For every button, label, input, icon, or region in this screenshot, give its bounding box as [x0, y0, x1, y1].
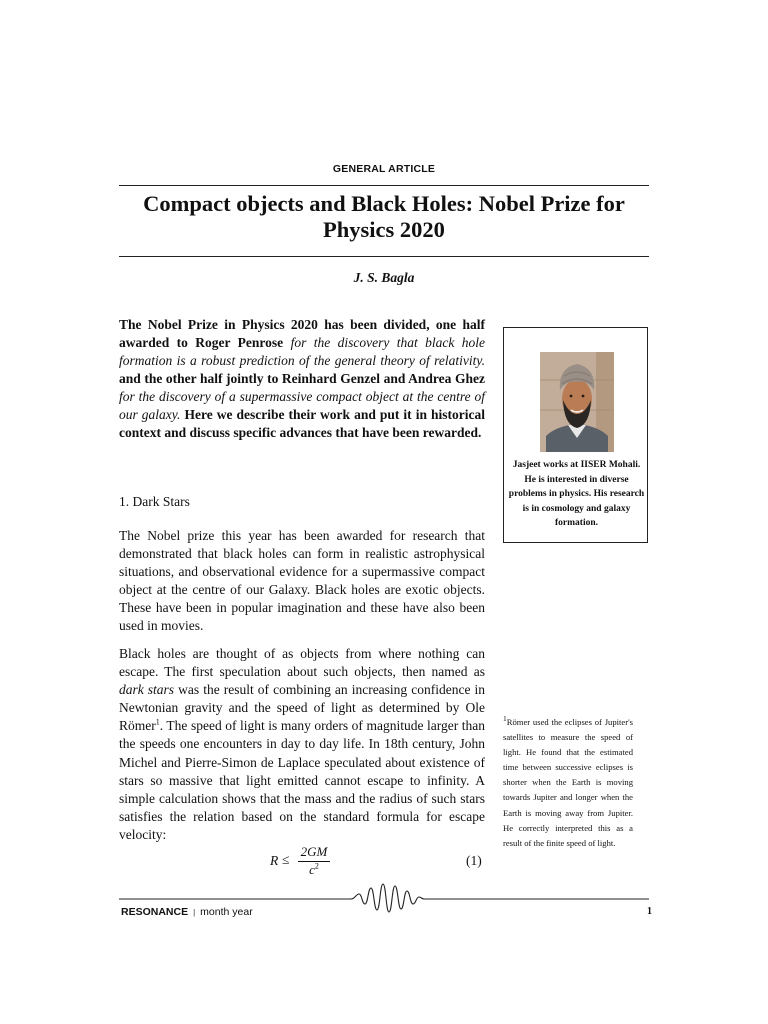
- abstract: [119, 316, 485, 442]
- author-name: J. S. Bagla: [353, 270, 415, 285]
- section-heading: 1. Dark Stars: [119, 494, 190, 509]
- title-bottom-rule: [119, 256, 649, 257]
- journal-name: RESONANCE: [121, 906, 189, 918]
- equation-number: (1): [466, 853, 482, 868]
- abstract-part-3: and the other half jointly to Reinhard Genzel and Andrea Ghez: [119, 371, 485, 386]
- footnote-reference[interactable]: 1: [155, 717, 160, 727]
- equation-lhs: R: [270, 853, 279, 868]
- body-paragraph-2-text-c: . The speed of light is many orders of magnitude larger than the speeds one encounters in day to day life. In 18th century, John Michel and Pierre-Simon de Laplace speculated about existence of stars so massive that light emitted cannot escape to infinity. A simple calculation shows that the mass and the radius of such stars satisfies the relation based on the standard formula for escape velocity:: [119, 718, 485, 842]
- equation-denominator-base: c: [309, 862, 315, 877]
- equation-fraction: [298, 845, 330, 877]
- author-portrait-image: [540, 352, 614, 452]
- author-photo: [540, 352, 614, 452]
- escape-velocity-equation: [270, 845, 334, 879]
- footer-separator: |: [193, 908, 196, 917]
- footnote-mark: 1: [503, 714, 507, 724]
- body-paragraph-1: The Nobel prize this year has been awarded for research that demonstrated that black holes can form in realistic astrophysical situations, and observational evidence for a supermassive compact object at the centre of our Galaxy. Black holes are exotic objects. These have been in popular imagination and these have also been used in movies.: [119, 528, 485, 634]
- page-number: 1: [647, 906, 652, 917]
- equation-denominator-exponent: 2: [314, 861, 319, 871]
- footnote-text: Römer used the eclipses of Jupiter's satellites to measure the speed of light. He found that the estimated time between successive eclipses is shorter when the Earth is moving towards Jupiter and longer when the Earth is moving away from Jupiter. He correctly interpreted this as a result of the finite speed of light.: [503, 717, 633, 848]
- section-label: GENERAL ARTICLE: [332, 163, 436, 175]
- journal-issue: month year: [200, 906, 253, 918]
- abstract-part-1: The Nobel Prize in Physics 2020 has been divided, one half awarded to Roger Penrose: [119, 317, 485, 350]
- abstract-part-2: for the discovery that black hole formation is a robust prediction of the general theory of relativity.: [119, 335, 486, 368]
- body-paragraph-2: [119, 645, 485, 844]
- footer-journal-info: [121, 906, 253, 918]
- body-paragraph-2-text-a: Black holes are thought of as objects from where nothing can escape. The first speculation about such objects, then named as: [119, 646, 485, 680]
- abstract-part-4: for the discovery of a supermassive compact object at the centre of our galaxy.: [119, 389, 485, 422]
- dark-stars-term: dark stars: [119, 682, 175, 698]
- equation-denominator: [298, 863, 330, 877]
- author-bio-box: [503, 327, 648, 543]
- equation-relation: ≤: [282, 852, 290, 867]
- author-bio-text: Jasjeet works at IISER Mohali. He is interested in diverse problems in physics. His research is in cosmology and galaxy formation.: [508, 460, 645, 529]
- body-paragraph-2-text-b: was the result of combining an increasing confidence in Newtonian gravity and the speed of light as determined by Ole Römer: [119, 682, 486, 734]
- article-title: Compact objects and Black Holes: Nobel Prize for Physics 2020: [143, 191, 625, 242]
- title-top-rule: [119, 185, 649, 186]
- footnote-1: [503, 715, 633, 851]
- equation-numerator: 2GM: [300, 844, 328, 859]
- abstract-part-5: Here we describe their work and put it in historical context and discuss specific advances that have been rewarded.: [119, 407, 486, 440]
